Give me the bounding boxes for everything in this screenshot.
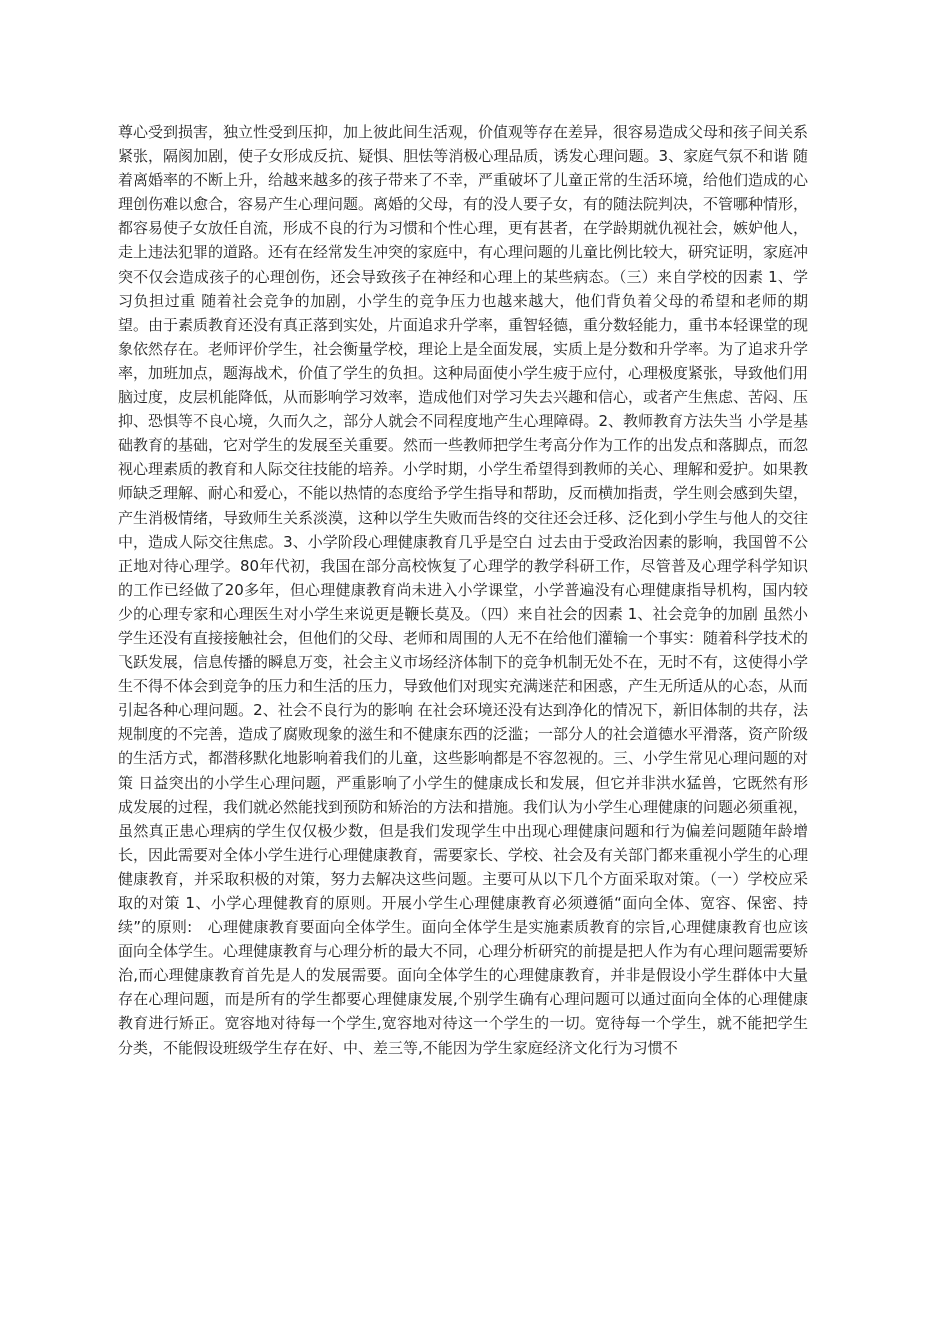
body-text: 尊心受到损害，独立性受到压抑，加上彼此间生活观，价值观等存在差异，很容易造成父母和孩子间关系紧张，隔阂加剧，使子女形成反抗、疑惧、胆怯等消极心理品质，诱发心理问题。3、家庭气氛不和谐 随着离婚率的不断上升，给越来越多的孩子带来了不幸，严重破坏了儿童正常的生活环境，给他们造成的心理创伤难以愈合，容易产生心理问题。离婚的父母，有的没人要子女，有的随法院判决，不管哪种情形，都容易使子女放任自流，形成不良的行为习惯和个性心理，更有甚者，在学龄期就仇视社会，嫉妒他人，走上违法犯罪的道路。还有在经常发生冲突的家庭中，有心理问题的儿童比例比较大，研究证明，家庭冲突不仅会造成孩子的心理创伤，还会导致孩子在神经和心理上的某些病态。（三）来自学校的因素 1、学习负担过重 随着社会竞争的加剧，小学生的竞争压力也越来越大，他们背负着父母的希望和老师的期望。由于素质教育还没有真正落到实处，片面追求升学率，重智轻德，重分数轻能力，重书本轻课堂的现象依然存在。老师评价学生，社会衡量学校，理论上是全面发展，实质上是分数和升学率。为了追求升学率，加班加点，题海战术，价值了学生的负担。这种局面使小学生疲于应付，心理极度紧张，导致他们用脑过度，皮层机能降低，从而影响学习效率，造成他们对学习失去兴趣和信心，或者产生焦虑、苦闷、压抑、恐惧等不良心境，久而久之，部分人就会不同程度地产生心理障碍。2、教师教育方法失当 小学是基础教育的基础，它对学生的发展至关重要。然而一些教师把学生考高分作为工作的出发点和落脚点，而忽视心理素质的教育和人际交往技能的培养。小学时期，小学生希望得到教师的关心、理解和爱护。如果教师缺乏理解、耐心和爱心，不能以热情的态度给予学生指导和帮助，反而横加指责，学生则会感到失望，产生消极情绪，导致师生关系淡漠，这种以学生失败而告终的交往还会迁移、泛化到小学生与他人的交往中，造成人际交往焦虑。3、小学阶段心理健康教育几乎是空白 过去由于受政治因素的影响，我国曾不公正地对待心理学。80年代初，我国在部分高校恢复了心理学的教学科研工作，尽管普及心理学科学知识的工作已经做了20多年，但心理健康教育尚未进入小学课堂，小学普遍没有心理健康指导机构，国内较少的心理专家和心理医生对小学生来说更是鞭长莫及。（四）来自社会的因素 1、社会竞争的加剧 虽然小学生还没有直接接触社会，但他们的父母、老师和周围的人无不在给他们灌输一个事实：随着科学技术的飞跃发展，信息传播的瞬息万变，社会主义市场经济体制下的竞争机制无处不在，无时不有，这使得小学生不得不体会到竞争的压力和生活的压力，导致他们对现实充满迷茫和困惑，产生无所适从的心态，从而引起各种心理问题。2、社会不良行为的影响 在社会环境还没有达到净化的情况下，新旧体制的共存，法规制度的不完善，造成了腐败现象的滋生和不健康东西的泛滥；一部分人的社会道德水平滑落，资产阶级的生活方式，都潜移默化地影响着我们的儿童，这些影响都是不容忽视的。三、小学生常见心理问题的对策 日益突出的小学生心理问题，严重影响了小学生的健康成长和发展，但它并非洪水猛兽，它既然有形成发展的过程，我们就必然能找到预防和矫治的方法和措施。我们认为小学生心理健康的问题必须重视，虽然真正患心理病的学生仅仅极少数，但是我们发现学生中出现心理健康问题和行为偏差问题随年龄增长，因此需要对全体小学生进行心理健康教育，需要家长、学校、社会及有关部门都来重视小学生的心理健康教育，并采取积极的对策，努力去解决这些问题。主要可从以下几个方面采取对策。（一）学校应采取的对策 1、小学心理健教育的原则。开展小学生心理健康教育必须遵循“面向全体、宽容、保密、持续”的原则: 心理健康教育要面向全体学生。面向全体学生是实施素质教育的宗旨,心理健康教育也应该面向全体学生。心理健康教育与心理分析的最大不同，心理分析研究的前提是把人作为有心理问题需要矫治,而心理健康教育首先是人的发展需要。面向全体学生的心理健康教育，并非是假设小学生群体中大量存在心理问题，而是所有的学生都要心理健康发展,个别学生确有心理问题可以通过面向全体的心理健康教育进行矫正。宽容地对待每一个学生,宽容地对待这一个学生的一切。宽待每一个学生，就不能把学生分类，不能假设班级学生存在好、中、差三等,不能因为学生家庭经济文化行为习惯不 <box>118 123 809 1057</box>
